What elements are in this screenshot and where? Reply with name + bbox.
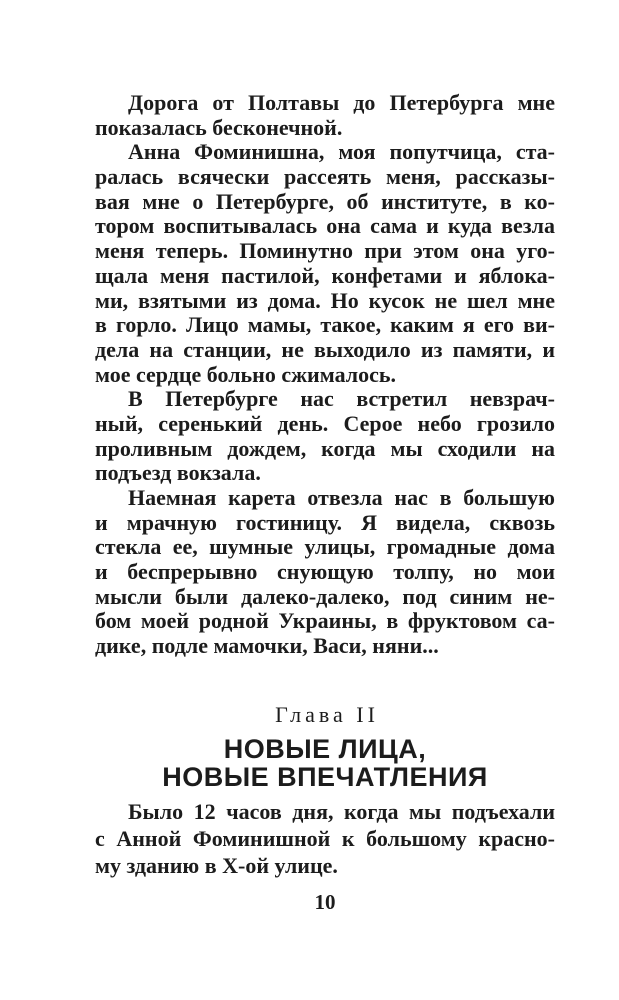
text-line: Было 12 часов дня, когда мы подъехали — [128, 799, 555, 824]
paragraph — [95, 387, 555, 486]
text-line: в горло. Лицо мамы, такое, каким я его ви- — [95, 312, 555, 338]
text-line: бом моей родной Украины, в фруктовом са- — [95, 608, 555, 634]
page-number: 10 — [314, 890, 336, 914]
chapter-text — [95, 798, 555, 879]
text-line: и мрачную гостиницу. Я видела, сквозь — [95, 509, 555, 535]
text-line: показалась бесконечной. — [95, 114, 343, 140]
text-line: стекла ее, шумные улицы, громадные дома — [95, 534, 555, 560]
text-line: Дорога от Полтавы до Петербурга мне — [128, 90, 555, 115]
body-text — [95, 91, 555, 659]
text-line: Наемная карета отвезла нас в большую — [128, 485, 555, 510]
text-line: мое сердце больно сжималось. — [95, 361, 397, 387]
chapter-title-line: НОВЫЕ ВПЕЧАТЛЕНИЯ — [162, 762, 488, 792]
text-line: мысли были далеко-далеко, под синим не- — [95, 583, 555, 609]
text-line: дела на станции, не выходило из памяти, и — [95, 336, 555, 362]
text-line: тором воспитывалась она сама и куда везла — [95, 213, 555, 239]
text-line: щала меня пастилой, конфетами и яблока- — [95, 262, 555, 288]
paragraph — [95, 486, 555, 659]
chapter-label: Глава II — [275, 702, 379, 727]
text-line: проливным дождем, когда мы сходили на — [95, 435, 555, 461]
chapter-title — [95, 735, 555, 791]
text-line: и беспрерывно снующую толпу, но мои — [95, 559, 555, 585]
text-line: с Анной Фоминишной к большому красно- — [95, 826, 555, 851]
text-line: подъезд вокзала. — [95, 460, 261, 486]
text-line: ралась всячески рассеять меня, рассказы- — [95, 164, 555, 190]
text-line: Анна Фоминишна, моя попутчица, ста- — [128, 139, 555, 165]
text-line: меня теперь. Поминутно при этом она уго- — [95, 238, 555, 264]
text-line: ный, серенький день. Серое небо грозило — [95, 410, 555, 436]
paragraph — [95, 798, 555, 879]
chapter-title-line: НОВЫЕ ЛИЦА, — [223, 734, 427, 764]
text-line: В Петербурге нас встретил невзрач- — [128, 386, 555, 412]
text-line: дике, подле мамочки, Васи, няни... — [95, 633, 439, 659]
text-line: ми, взятыми из дома. Но кусок не шел мне — [95, 287, 555, 313]
text-line: вая мне о Петербурге, об институте, в ко- — [95, 188, 555, 214]
paragraph — [95, 140, 555, 387]
paragraph — [95, 91, 555, 140]
text-line: му зданию в Х-ой улице. — [95, 853, 338, 878]
